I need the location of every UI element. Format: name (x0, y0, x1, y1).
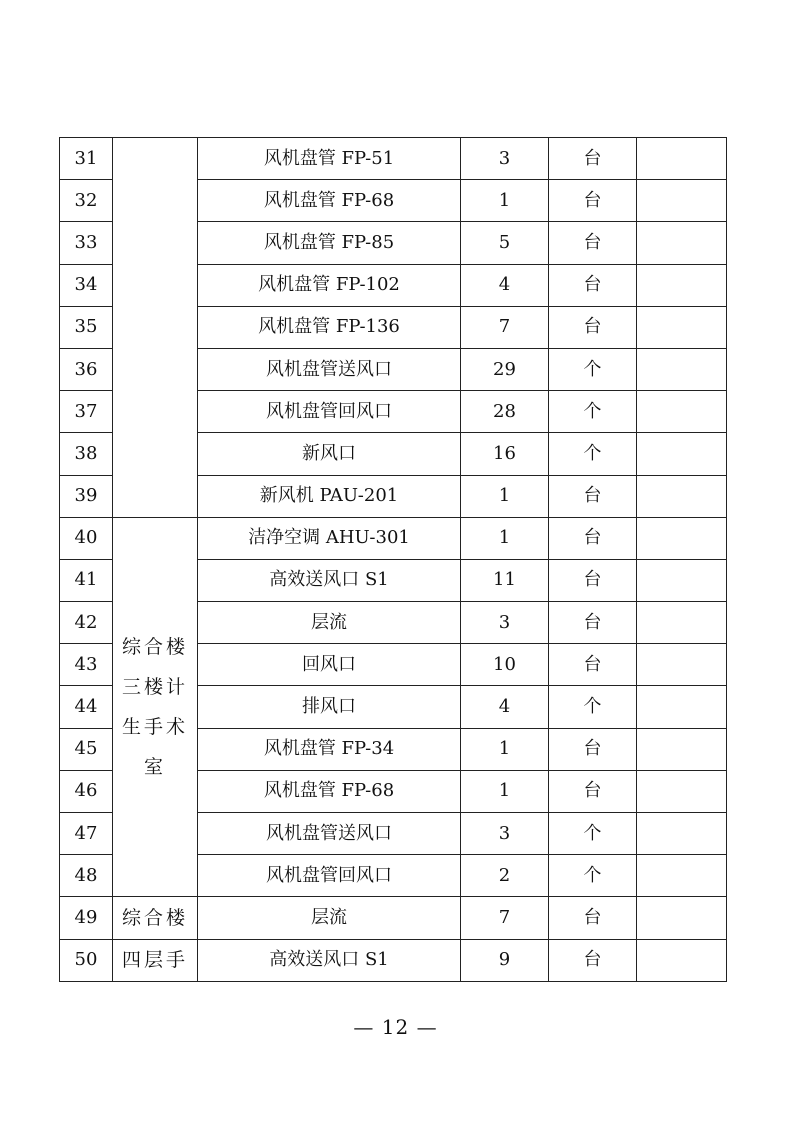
table-row (60, 897, 727, 939)
remarks-cell (637, 686, 727, 728)
item-name-cell: 风机盘管送风口 (198, 813, 461, 855)
quantity-cell: 28 (461, 391, 549, 433)
unit-cell: 个 (549, 391, 637, 433)
row-number-cell: 37 (60, 391, 113, 433)
unit-cell: 个 (549, 433, 637, 475)
remarks-cell (637, 222, 727, 264)
remarks-cell (637, 517, 727, 559)
quantity-cell: 4 (461, 686, 549, 728)
quantity-cell: 4 (461, 264, 549, 306)
row-number-cell: 44 (60, 686, 113, 728)
unit-cell: 个 (549, 855, 637, 897)
location-line: 生手术 (121, 716, 188, 739)
unit-cell: 台 (549, 222, 637, 264)
unit-cell: 台 (549, 138, 637, 180)
item-name-cell: 风机盘管 FP-68 (198, 770, 461, 812)
unit-cell: 台 (549, 180, 637, 222)
item-name-cell: 回风口 (198, 644, 461, 686)
row-number-cell: 31 (60, 138, 113, 180)
location-line: 综合楼 (121, 636, 188, 659)
unit-cell: 台 (549, 644, 637, 686)
item-name-cell: 风机盘管 FP-51 (198, 138, 461, 180)
location-cell (113, 939, 198, 981)
quantity-cell: 10 (461, 644, 549, 686)
row-number-cell: 34 (60, 264, 113, 306)
row-number-cell: 33 (60, 222, 113, 264)
item-name-cell: 排风口 (198, 686, 461, 728)
remarks-cell (637, 264, 727, 306)
unit-cell: 台 (549, 728, 637, 770)
item-name-cell: 新风口 (198, 433, 461, 475)
unit-cell: 台 (549, 475, 637, 517)
unit-cell: 台 (549, 306, 637, 348)
remarks-cell (637, 138, 727, 180)
item-name-cell: 风机盘管 FP-85 (198, 222, 461, 264)
item-name-cell: 风机盘管 FP-68 (198, 180, 461, 222)
unit-cell: 台 (549, 939, 637, 981)
remarks-cell (637, 855, 727, 897)
row-number-cell: 50 (60, 939, 113, 981)
quantity-cell: 5 (461, 222, 549, 264)
item-name-cell: 风机盘管 FP-102 (198, 264, 461, 306)
remarks-cell (637, 813, 727, 855)
page-number: — 12 — (353, 1015, 438, 1039)
unit-cell: 台 (549, 264, 637, 306)
table-row (60, 138, 727, 180)
row-number-cell: 35 (60, 306, 113, 348)
quantity-cell: 1 (461, 728, 549, 770)
row-number-cell: 49 (60, 897, 113, 939)
table-row (60, 517, 727, 559)
item-name-cell: 层流 (198, 602, 461, 644)
unit-cell: 台 (549, 602, 637, 644)
row-number-cell: 43 (60, 644, 113, 686)
location-cell (113, 138, 198, 518)
location-line: 四层手 (121, 949, 188, 972)
quantity-cell: 7 (461, 897, 549, 939)
item-name-cell: 风机盘管回风口 (198, 855, 461, 897)
item-name-cell: 风机盘管 FP-136 (198, 306, 461, 348)
equipment-table-body (60, 138, 727, 982)
row-number-cell: 32 (60, 180, 113, 222)
remarks-cell (637, 475, 727, 517)
unit-cell: 台 (549, 770, 637, 812)
item-name-cell: 风机盘管回风口 (198, 391, 461, 433)
remarks-cell (637, 433, 727, 475)
quantity-cell: 11 (461, 559, 549, 601)
unit-cell: 台 (549, 559, 637, 601)
remarks-cell (637, 770, 727, 812)
quantity-cell: 9 (461, 939, 549, 981)
item-name-cell: 新风机 PAU-201 (198, 475, 461, 517)
quantity-cell: 3 (461, 138, 549, 180)
location-cell (113, 517, 198, 897)
unit-cell: 台 (549, 517, 637, 559)
unit-cell: 个 (549, 686, 637, 728)
quantity-cell: 1 (461, 475, 549, 517)
location-line: 综合楼 (121, 906, 188, 929)
quantity-cell: 1 (461, 180, 549, 222)
item-name-cell: 风机盘管 FP-34 (198, 728, 461, 770)
remarks-cell (637, 939, 727, 981)
row-number-cell: 47 (60, 813, 113, 855)
location-line: 室 (143, 756, 166, 779)
table-row (60, 939, 727, 981)
row-number-cell: 36 (60, 348, 113, 390)
row-number-cell: 42 (60, 602, 113, 644)
item-name-cell: 高效送风口 S1 (198, 559, 461, 601)
remarks-cell (637, 559, 727, 601)
remarks-cell (637, 644, 727, 686)
remarks-cell (637, 180, 727, 222)
row-number-cell: 40 (60, 517, 113, 559)
quantity-cell: 29 (461, 348, 549, 390)
item-name-cell: 高效送风口 S1 (198, 939, 461, 981)
remarks-cell (637, 348, 727, 390)
item-name-cell: 层流 (198, 897, 461, 939)
item-name-cell: 洁净空调 AHU-301 (198, 517, 461, 559)
row-number-cell: 41 (60, 559, 113, 601)
remarks-cell (637, 306, 727, 348)
row-number-cell: 38 (60, 433, 113, 475)
remarks-cell (637, 391, 727, 433)
quantity-cell: 16 (461, 433, 549, 475)
row-number-cell: 39 (60, 475, 113, 517)
row-number-cell: 46 (60, 770, 113, 812)
remarks-cell (637, 897, 727, 939)
quantity-cell: 1 (461, 517, 549, 559)
equipment-table (59, 137, 727, 982)
unit-cell: 台 (549, 897, 637, 939)
quantity-cell: 7 (461, 306, 549, 348)
unit-cell: 个 (549, 813, 637, 855)
quantity-cell: 3 (461, 813, 549, 855)
location-cell (113, 897, 198, 939)
row-number-cell: 48 (60, 855, 113, 897)
remarks-cell (637, 602, 727, 644)
row-number-cell: 45 (60, 728, 113, 770)
item-name-cell: 风机盘管送风口 (198, 348, 461, 390)
remarks-cell (637, 728, 727, 770)
quantity-cell: 2 (461, 855, 549, 897)
unit-cell: 个 (549, 348, 637, 390)
location-line: 三楼计 (121, 676, 188, 699)
quantity-cell: 1 (461, 770, 549, 812)
quantity-cell: 3 (461, 602, 549, 644)
